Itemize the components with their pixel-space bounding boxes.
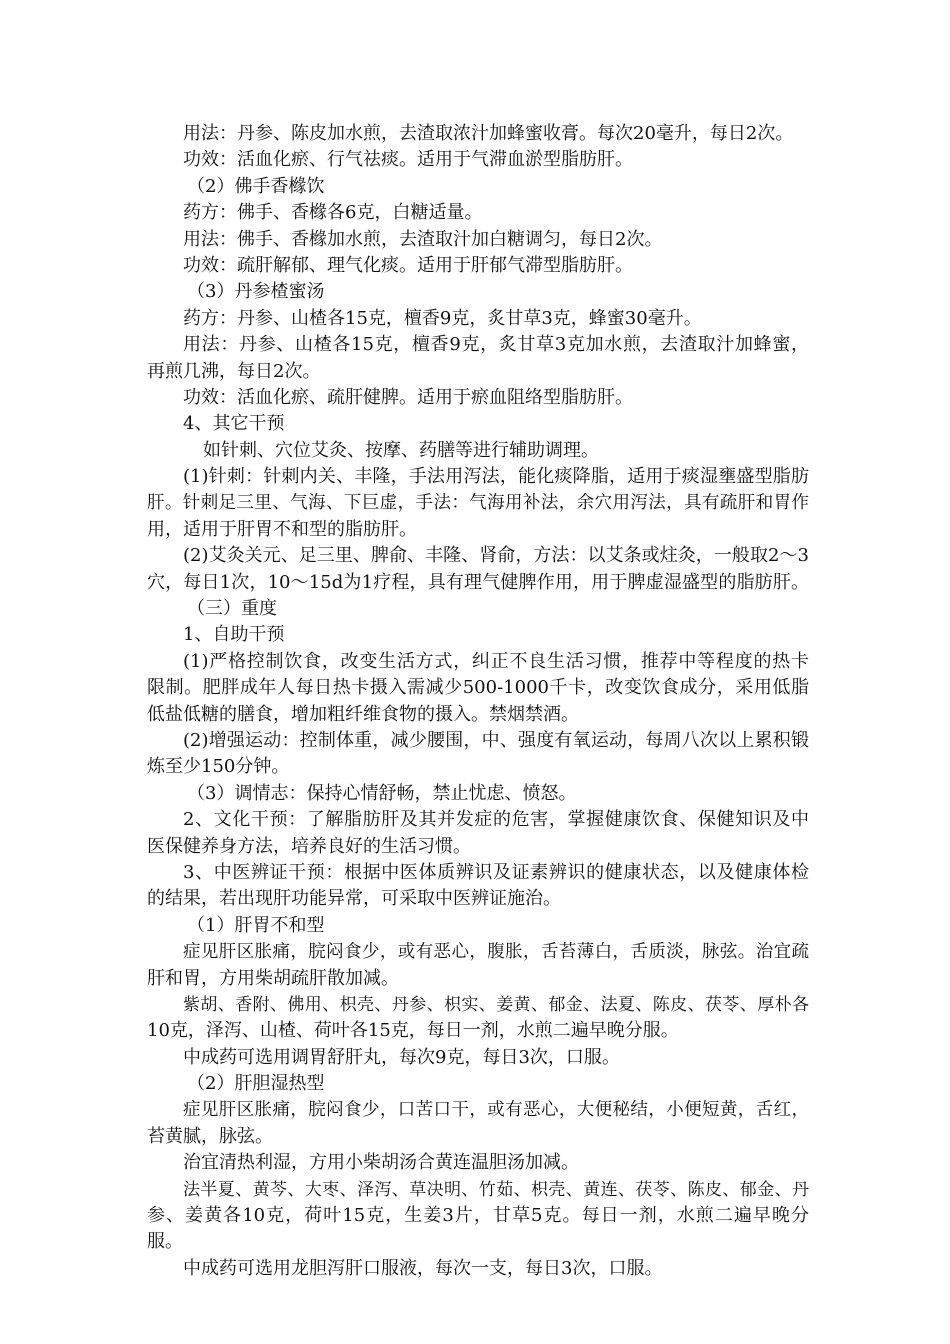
text-line: 参、姜黄各10克，荷叶15克，生姜3片，甘草5克。每日一剂，水煎二遍早晚分 — [147, 1205, 809, 1227]
text-line: 如针刺、穴位艾灸、按摩、药膳等进行辅助调理。 — [203, 439, 599, 461]
text-line: 2、文化干预：了解脂肪肝及其并发症的危害，掌握健康饮食、保健知识及中 — [183, 809, 809, 831]
text-line: 症见肝区胀痛，脘闷食少，口苦口干，或有恶心，大便秘结，小便短黄，舌红， — [183, 1100, 809, 1121]
text-line: 紫胡、香附、佛用、枳壳、丹参、枳实、姜黄、郁金、法夏、陈皮、茯苓、厚朴各 — [183, 994, 809, 1015]
text-line: 中成药可选用调胃舒肝丸，每次9克，每日3次，口服。 — [183, 1046, 620, 1068]
text-line: 症见肝区胀痛，脘闷食少，或有恶心，腹胀，舌苔薄白，舌质淡，脉弦。治宜疏 — [183, 942, 809, 963]
text-line: （3）调情志：保持心情舒畅，禁止忧虑、愤怒。 — [187, 782, 577, 804]
section-heading: （2）佛手香橼饮 — [187, 175, 325, 197]
text-line: 用法：丹参、陈皮加水煎，去渣取浓汁加蜂蜜收膏。每次20毫升，每日2次。 — [183, 123, 794, 144]
text-line: 的结果，若出现肝功能异常，可采取中医辨证施治。 — [147, 888, 561, 910]
text-line: 用，适用于肝胃不和型的脂肪肝。 — [147, 518, 417, 540]
text-line: 中成药可选用龙胆泻肝口服液，每次一支，每日3次，口服。 — [183, 1257, 663, 1279]
section-heading: （2）肝胆湿热型 — [187, 1073, 325, 1095]
text-line: 炼至少150分钟。 — [147, 756, 290, 778]
text-line: 10克，泽泻、山楂、荷叶各15克，每日一剂，水煎二遍早晚分服。 — [147, 1020, 679, 1042]
section-heading: （三）重度 — [187, 598, 277, 620]
text-line: 医保健养身方法，培养良好的生活习惯。 — [147, 835, 471, 857]
text-line: 苔黄腻，脉弦。 — [147, 1125, 273, 1147]
text-line: 再煎几沸，每日2次。 — [147, 360, 321, 382]
text-line: 肝和胃，方用柴胡疏肝散加减。 — [147, 967, 399, 989]
text-line: 功效：活血化瘀、疏肝健脾。适用于瘀血阻络型脂肪肝。 — [183, 386, 633, 408]
text-line: 低盐低糖的膳食，增加粗纤维食物的摄入。禁烟禁酒。 — [147, 703, 579, 725]
text-line: (1)针刺：针刺内关、丰隆，手法用泻法，能化痰降脂，适用于痰湿壅盛型脂肪 — [183, 466, 809, 488]
text-line: (2)增强运动：控制体重，减少腰围，中、强度有氧运动，每周八次以上累积锻 — [183, 729, 809, 751]
text-line: (1)严格控制饮食，改变生活方式，纠正不良生活习惯，推荐中等程度的热卡 — [183, 650, 809, 672]
section-heading: 1、自助干预 — [183, 624, 285, 646]
text-line: 功效：疏肝解郁、理气化痰。适用于肝郁气滞型脂肪肝。 — [183, 254, 633, 276]
text-line: 限制。肥胖成年人每日热卡摄入需减少500-1000千卡，改变饮食成分，采用低脂 — [147, 677, 809, 699]
section-heading: （1）肝胃不和型 — [187, 914, 325, 936]
text-line: 药方：丹参、山楂各15克，檀香9克，炙甘草3克，蜂蜜30毫升。 — [183, 307, 702, 329]
section-heading: 4、其它干预 — [183, 413, 285, 435]
text-line: 服。 — [147, 1231, 183, 1253]
text-line: 穴，每日1次，10～15d为1疗程，具有理气健脾作用，用于脾虚湿盛型的脂肪肝。 — [147, 571, 809, 593]
text-line: (2)艾灸关元、足三里、脾俞、丰隆、肾俞，方法：以艾条或炷灸，一般取2～3 — [183, 545, 809, 567]
text-line: 用法：丹参、山楂各15克，檀香9克，炙甘草3克加水煎，去渣取汁加蜂蜜， — [183, 334, 809, 356]
text-line: 3、中医辨证干预：根据中医体质辨识及证素辨识的健康状态，以及健康体检 — [183, 861, 809, 883]
text-line: 治宜清热利湿，方用小柴胡汤合黄连温胆汤加减。 — [183, 1152, 579, 1174]
text-line: 肝。针刺足三里、气海、下巨虚，手法：气海用补法，余穴用泻法，具有疏肝和胃作 — [147, 493, 809, 514]
text-line: 用法：佛手、香橼加水煎，去渣取汁加白糖调匀，每日2次。 — [183, 228, 663, 250]
section-heading: （3）丹参楂蜜汤 — [187, 281, 325, 303]
text-line: 功效：活血化瘀、行气祛痰。适用于气滞血淤型脂肪肝。 — [183, 149, 633, 171]
document-body — [147, 121, 809, 1282]
text-line: 法半夏、黄芩、大枣、泽泻、草决明、竹茹、枳壳、黄连、茯苓、陈皮、郁金、丹 — [183, 1179, 809, 1200]
text-line: 药方：佛手、香橼各6克，白糖适量。 — [183, 202, 483, 224]
